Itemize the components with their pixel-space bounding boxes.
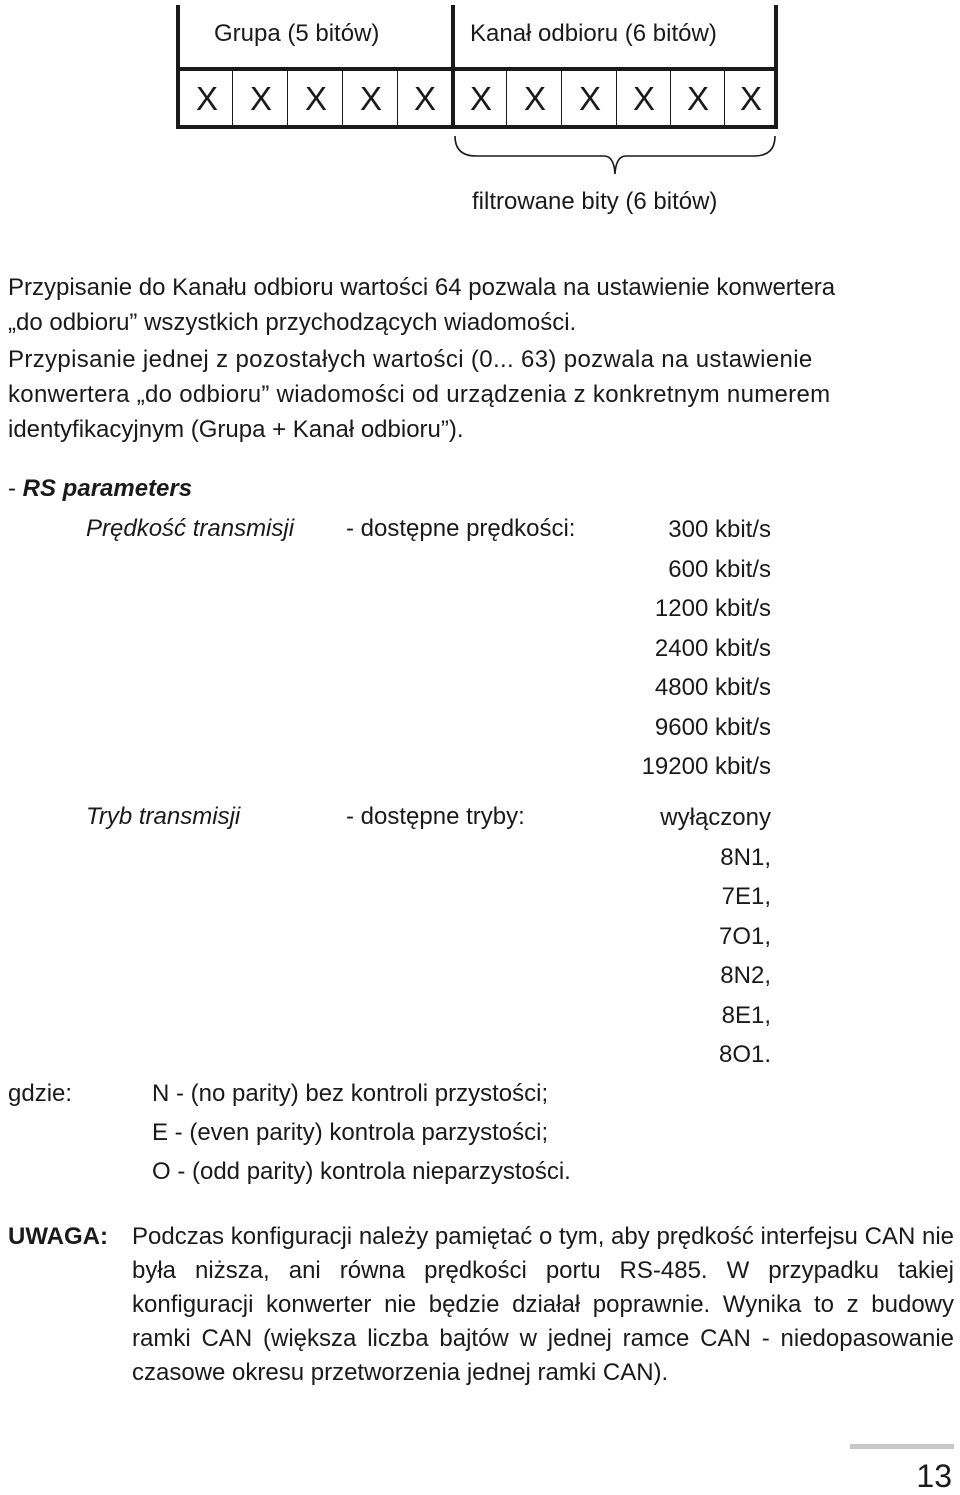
bit-cell: X (632, 80, 655, 117)
brace-caption: filtrowane bity (6 bitów) (472, 188, 718, 215)
mode-label: Tryb transmisji (86, 803, 241, 830)
bit-cell: X (523, 80, 546, 117)
bit-field-table (176, 5, 778, 125)
speed-description: - dostępne prędkości: (346, 515, 576, 542)
list-item: 1200 kbit/s (654, 595, 771, 622)
mode-description: - dostępne tryby: (346, 803, 525, 830)
group-header: Grupa (5 bitów) (214, 20, 380, 47)
rs-title-text: RS parameters (22, 475, 193, 502)
list-item: 4800 kbit/s (654, 674, 771, 701)
rs-section-title (8, 475, 192, 503)
list-item: 8O1. (718, 1041, 771, 1068)
rs-dash: - (8, 475, 23, 502)
list-item: 9600 kbit/s (654, 713, 771, 741)
list-item: 8N1, (720, 843, 771, 871)
bit-cell: X (469, 80, 492, 117)
bit-cell: X (686, 80, 709, 117)
bit-cell: X (413, 80, 436, 117)
list-item: wyłączony (660, 804, 771, 831)
intro-line: konwertera „do odbioru” wiadomości od urządzenia z konkretnym numerem (8, 381, 831, 408)
bit-cell: X (195, 80, 218, 117)
bit-cell: X (739, 80, 762, 117)
legend-item: O - (odd parity) kontrola nieparzystości. (152, 1158, 571, 1185)
list-item: 7E1, (721, 883, 771, 910)
speed-list (642, 510, 771, 787)
curly-brace-icon (452, 134, 778, 178)
list-item: 8N2, (720, 962, 771, 989)
intro-line: Przypisanie do Kanału odbioru wartości 64 pozwala na ustawienie konwertera (8, 274, 836, 301)
speed-label: Prędkość transmisji (86, 515, 295, 542)
intro-line: Przypisanie jednej z pozostałych wartości (0... 63) pozwala na ustawienie (8, 346, 813, 373)
list-item: 600 kbit/s (668, 555, 771, 583)
bit-cell: X (304, 80, 327, 117)
intro-line: identyfikacyjnym (Grupa + Kanał odbioru”). (8, 416, 464, 443)
page-number-rule (850, 1444, 954, 1449)
channel-header: Kanał odbioru (6 bitów) (470, 20, 717, 47)
bit-cell: X (249, 80, 272, 117)
page-number: 13 (916, 1458, 952, 1494)
bit-cell: X (359, 80, 382, 117)
list-item: 2400 kbit/s (654, 634, 771, 662)
list-item: 19200 kbit/s (641, 753, 771, 780)
warning-label: UWAGA: (8, 1223, 108, 1250)
table-border-bottom (176, 125, 778, 129)
warning-note (8, 1220, 954, 1386)
header-separator (176, 67, 778, 71)
legend-label: gdzie: (8, 1080, 73, 1107)
intro-line: „do odbioru” wszystkich przychodzących wiadomości. (8, 309, 577, 336)
bit-cell: X (578, 80, 601, 117)
list-item: 300 kbit/s (668, 516, 771, 543)
warning-text: Podczas konfiguracji należy pamiętać o tym, aby prędkość interfejsu CAN nie była niższa, ani równa prędkości portu RS-485. W przypadku takiej konfiguracji konwerter nie będzie działał poprawnie. Wynika to z budowy ramki CAN (większa liczba bajtów w jednej ramce CAN - niedopasowanie czasowe okresu przetworzenia jednej ramki CAN). (132, 1223, 954, 1386)
list-item: 7O1, (718, 922, 771, 950)
list-item: 8E1, (721, 1001, 771, 1029)
mode-list (660, 798, 771, 1075)
legend-item: E - (even parity) kontrola parzystości; (152, 1119, 549, 1146)
legend-item: N - (no parity) bez kontroli przystości; (152, 1080, 549, 1107)
